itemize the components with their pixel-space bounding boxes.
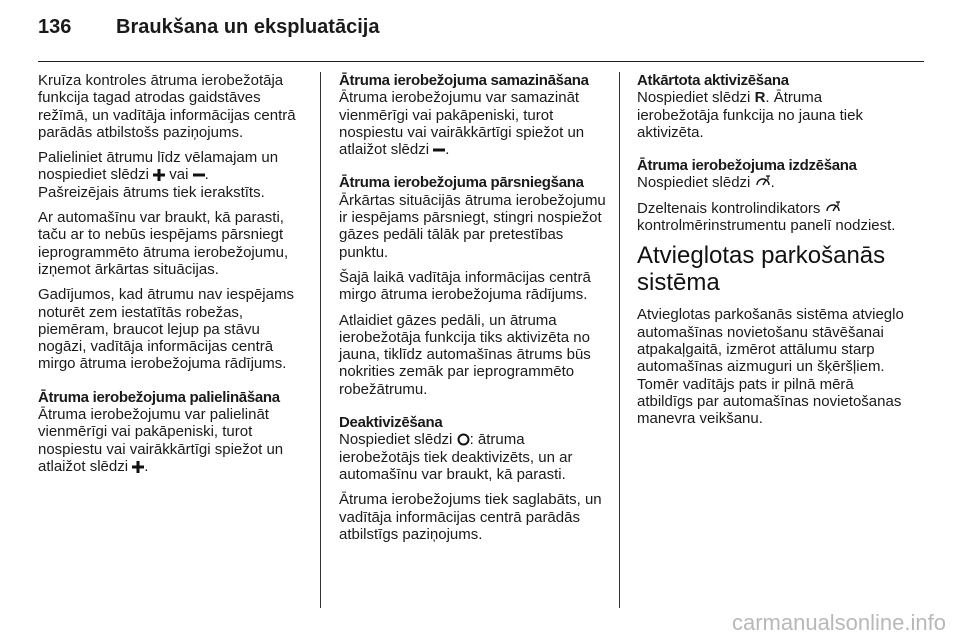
- minus-icon: [433, 144, 445, 156]
- paragraph: Šajā laikā vadītāja informācijas centrā mirgo ātruma ierobežojuma rādījums.: [339, 268, 591, 304]
- text: : ātruma ierobežotājs tiek deaktivizēts, un ar automašīnu var braukt, kā parasti.: [339, 431, 573, 483]
- paragraph: [637, 200, 905, 235]
- text: Palieliniet ātrumu līdz vēlamajam un nospiediet slēdzi: [38, 149, 279, 184]
- plus-icon: [132, 461, 144, 473]
- page-header: [38, 16, 379, 46]
- page-title: Braukšana un ekspluatācija: [116, 16, 380, 38]
- section-heading: Ātruma ierobežojuma palielināšana: [38, 388, 280, 406]
- watermark: carmanualsonline.info: [731, 610, 946, 635]
- resume-key: R: [754, 89, 766, 107]
- text: .: [770, 174, 775, 192]
- text: .: [445, 141, 450, 159]
- section-heading: Ātruma ierobežojuma samazināšana: [339, 72, 589, 89]
- text: Nospiediet slēdzi: [637, 174, 751, 192]
- text: Nospiediet slēdzi: [339, 431, 453, 449]
- paragraph: Atvieglotas parkošanās sistēma atvieglo automašīnas novietošanu stāvēšanai atpakaļgaitā, izmērot attālumu starp automašīnas aizmuguri un šķēršļiem. Tomēr vadītājs pats ir pilnā mērā atbildīgs par automašīnas novietošanas manevra veikšanu.: [637, 306, 904, 428]
- paragraph: Ārkārtas situācijās ātruma ierobežojumu ir iespējams pārsniegt, stingri nospiežot gāzes pedāli tālāk par pretestības punktu.: [339, 191, 606, 261]
- paragraph: [637, 89, 905, 141]
- paragraph: [339, 89, 607, 158]
- paragraph: [637, 174, 905, 191]
- paragraph: Ar automašīnu var braukt, kā parasti, taču ar to nebūs iespējams pārsniegt ieprogrammēto ātruma ierobežojumu, izņemot ārkārtas situācijas.: [38, 209, 289, 278]
- text: . Ātruma ierobežotāja funkcija no jauna tiek aktivizēta.: [637, 89, 863, 141]
- text: Ātruma ierobežojumu var samazināt vienmērīgi vai pakāpeniski, turot nospiestu vai vairākkārtīgi spiežot un atlaižot slēdzi: [339, 89, 585, 159]
- paragraph: Kruīza kontroles ātruma ierobežotāja funkcija tagad atrodas gaidstāves režīmā, un vadītāja informācijas centrā parādās atbilstošs paziņojums.: [38, 72, 296, 141]
- text: Ātruma ierobežojumu var palielināt vienmērīgi vai pakāpeniski, turot nospiestu vai vairākkārtīgi spiežot un atlaižot slēdzi: [38, 406, 284, 475]
- section-heading: Ātruma ierobežojuma izdzēšana: [637, 157, 857, 175]
- plus-icon: [153, 169, 165, 181]
- section-heading: Atkārtota aktivizēšana: [637, 72, 789, 89]
- column-divider: [320, 72, 321, 608]
- chapter-heading: Atvieglotas parkošanās sistēma: [637, 242, 886, 297]
- column-1: [38, 72, 306, 483]
- text: .: [204, 166, 209, 184]
- text: Dzeltenais kontrolindikators: [637, 199, 821, 217]
- paragraph: Ātruma ierobežojums tiek saglabāts, un vadītāja informācijas centrā parādās atbilstīgs paziņojums.: [339, 491, 602, 543]
- paragraph: [38, 149, 306, 201]
- paragraph: Gadījumos, kad ātrumu nav iespējams noturēt zem iestatītās robežas, piemēram, braucot lejup pa stāvu nogāzi, vadītāja informācijas centrā mirgo ātruma ierobežojuma rādījums.: [38, 286, 294, 373]
- paragraph: [38, 406, 306, 475]
- header-rule: [38, 61, 924, 62]
- text: vai: [169, 166, 189, 184]
- minus-icon: [193, 169, 205, 181]
- speed-limiter-icon: [755, 175, 771, 189]
- column-3: [637, 72, 905, 435]
- column-divider: [619, 72, 620, 608]
- text: kontrolmērinstrumentu panelī nodziest.: [637, 217, 896, 235]
- text: .: [144, 457, 149, 475]
- text: Pašreizējais ātrums tiek ierakstīts.: [38, 183, 265, 201]
- paragraph: Atlaidiet gāzes pedāli, un ātruma ierobežotāja funkcija tiks aktivizēta no jauna, tiklīdz automašīnas ātrums būs nokrities zemāk par ieprogrammēto robežātrumu.: [339, 311, 591, 398]
- section-heading: Deaktivizēšana: [339, 414, 443, 432]
- speed-limiter-icon: [825, 201, 841, 215]
- text: Nospiediet slēdzi: [637, 89, 751, 107]
- page-number: 136: [38, 16, 72, 38]
- circle-off-icon: [457, 433, 470, 446]
- paragraph: [339, 431, 607, 483]
- column-2: [339, 72, 607, 551]
- section-heading: Ātruma ierobežojuma pārsniegšana: [339, 174, 584, 192]
